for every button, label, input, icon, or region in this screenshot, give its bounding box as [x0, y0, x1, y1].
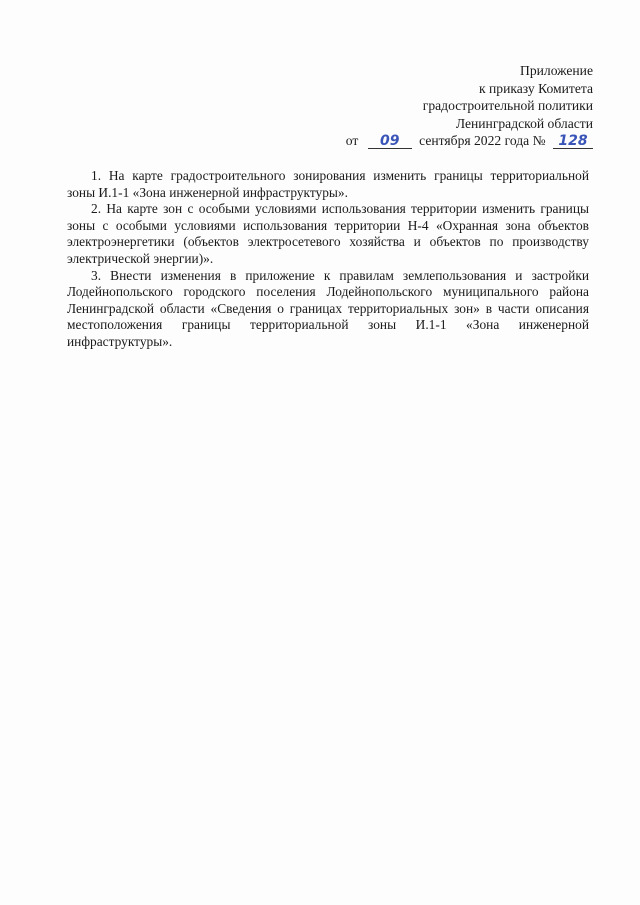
handwritten-number: 128	[553, 134, 593, 149]
paragraph-1: 1. На карте градостроительного зонирования изменить границы территориальной зоны И.1-1 «Зона инженерной инфраструктуры».	[67, 168, 589, 200]
date-prefix: от	[345, 133, 359, 148]
date-rest: сентября 2022 года	[419, 133, 530, 148]
header-line-committee: градостроительной политики	[422, 98, 593, 113]
appendix-header	[346, 62, 593, 150]
paragraph-2: 2. На карте зон с особыми условиями использования территории изменить границы зоны с особыми условиями использования территории Н-4 «Охранная зона объектов электроэнергетики (объектов электросетевого хозяйства и объектов по производству электрической энергии)».	[67, 201, 589, 266]
handwritten-day: 09	[368, 134, 412, 149]
header-date-line	[346, 132, 593, 150]
header-line-region: Ленинградской области	[455, 115, 593, 131]
header-line-order: к приказу Комитета	[479, 80, 593, 96]
header-line-appendix: Приложение	[520, 63, 593, 78]
number-sign: №	[532, 133, 546, 148]
document-body	[67, 168, 589, 351]
paragraph-3: 3. Внести изменения в приложение к правилам землепользования и застройки Лодейнопольского городского поселения Лодейнопольского муниципального района Ленинградской области «Сведения о границах территориальных зон» в части описания местоположения границы территориальной зоны И.1-1 «Зона инженерной инфраструктуры».	[67, 267, 589, 349]
